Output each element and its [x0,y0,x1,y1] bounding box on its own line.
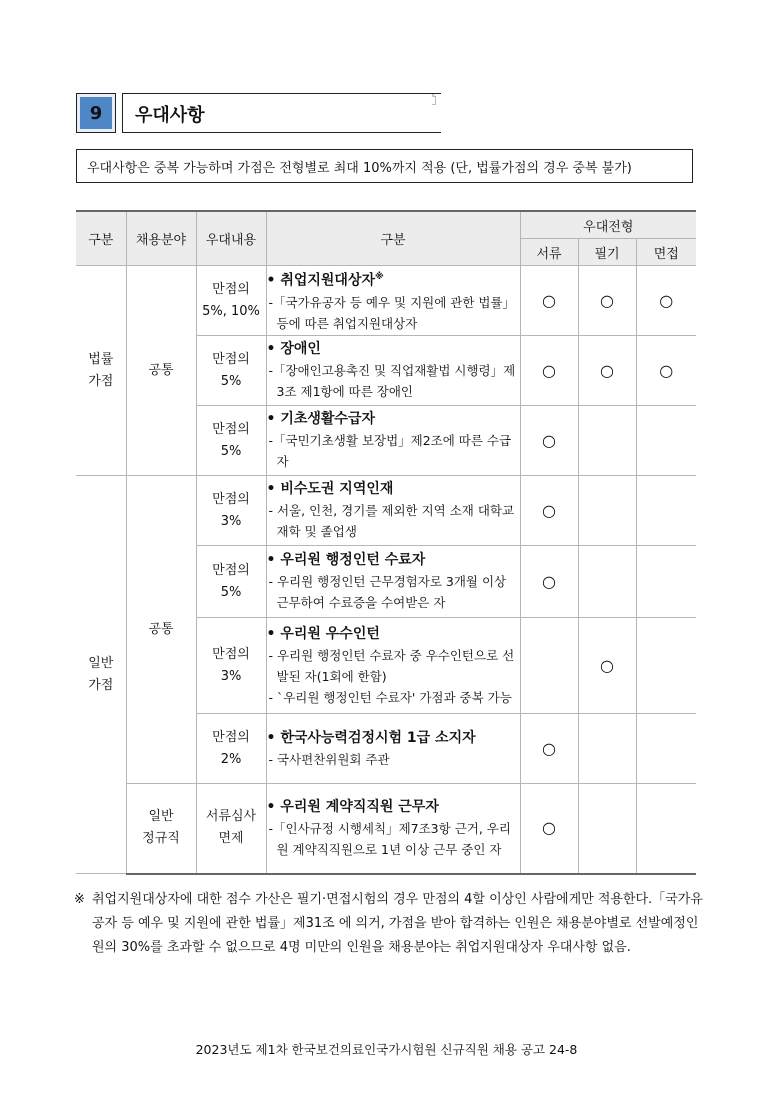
header-field: 채용분야 [126,211,196,266]
item-line: - `우리원 행정인턴 수료자' 가점과 중복 가능 [268,689,512,705]
stage-doc-cell: ○ [520,476,578,546]
item-line: - 우리원 행정인턴 근무경험자로 3개월 이상 근무하여 수료증을 수여받은 자 [268,574,507,610]
item-title [267,624,520,645]
content-cell: 만점의 3% [196,476,266,546]
item-title-text: 비수도권 지역인재 [280,481,394,497]
bullet-icon: • [266,341,281,357]
item-line: - 국사편찬위원회 주관 [268,751,390,767]
detail-cell [266,476,520,546]
item-line: -「장애인고용촉진 및 직업재활법 시행령」제3조 제1항에 따른 장애인 [268,363,516,399]
item-line: -「국민기초생활 보장법」제2조에 따른 수급자 [268,433,512,469]
item-title [267,409,520,430]
content-cell: 만점의 5% [196,546,266,618]
bullet-icon: • [266,798,281,815]
stage-interview-cell: ○ [636,266,696,336]
item-title [267,267,520,292]
item-title-text: 한국사능력검정시험 1급 소지자 [280,729,476,746]
detail-cell [266,784,520,874]
item-title-text: 우리원 우수인턴 [280,625,380,642]
group-label: 법률 가점 [76,266,126,476]
bullet-icon: • [266,625,281,642]
group-label: 일반 가점 [76,476,126,874]
item-line: - 서울, 인천, 경기를 제외한 지역 소재 대학교 재학 및 졸업생 [268,503,515,539]
stage-doc-cell: ○ [520,406,578,476]
stage-interview-cell [636,476,696,546]
header-content: 우대내용 [196,211,266,266]
stage-written-cell [578,476,636,546]
title-superscript: ※ [375,272,384,283]
page-footer: 2023년도 제1차 한국보건의료인국가시험원 신규직원 채용 공고 24-8 [195,1042,578,1057]
content-cell: 만점의 2% [196,714,266,784]
item-title [267,479,520,500]
stage-written-cell [578,784,636,874]
header-stage-written: 필기 [578,239,636,266]
detail-cell [266,406,520,476]
detail-cell [266,336,520,406]
bullet-icon: • [266,272,281,289]
notice-box: 우대사항은 중복 가능하며 가점은 전형별로 최대 10%까지 적용 (단, 법률가점의 경우 중복 불가) [76,149,693,183]
footnote-text: 취업지원대상자에 대한 점수 가산은 필기·면접시험의 경우 만점의 4할 이상인 사람에게만 적용한다.「국가유공자 등 예우 및 지원에 관한 법률」제31조 에 의거, 가점을 받아 합격하는 인원은 채용분야별로 선발예정인원의 30%를 초과할 수 없으므로 4명 미만의 인원을 채용분야는 취업지원대상자 우대사항 없음. [92,892,703,955]
folded-corner-icon [428,93,440,105]
detail-cell [266,266,520,336]
footnote [76,888,706,960]
item-title [267,728,520,749]
detail-cell [266,714,520,784]
stage-interview-cell [636,714,696,784]
item-line: -「인사규정 시행세칙」제7조3항 근거, 우리원 계약직직원으로 1년 이상 근무 중인 자 [268,820,511,857]
section-number: 9 [76,93,116,133]
detail-cell [266,618,520,714]
stage-written-cell: ○ [578,618,636,714]
section-title-box [122,93,441,133]
table-row [76,784,696,874]
item-title [267,550,520,571]
field-label: 공통 [126,476,196,784]
stage-interview-cell [636,546,696,618]
stage-doc-cell: ○ [520,714,578,784]
content-cell: 만점의 5% [196,336,266,406]
item-title-text: 우리원 행정인턴 수료자 [280,552,426,568]
field-label: 공통 [126,266,196,476]
content-cell: 만점의 3% [196,618,266,714]
item-line: - 우리원 행정인턴 수료자 중 우수인턴으로 선발된 자(1회에 한함) [268,647,515,684]
content-cell: 만점의 5%, 10% [196,266,266,336]
bullet-icon: • [266,481,281,497]
item-title-text: 장애인 [280,341,321,357]
bullet-icon: • [266,729,281,746]
stage-doc-cell: ○ [520,266,578,336]
content-cell: 서류심사 면제 [196,784,266,874]
stage-doc-cell [520,618,578,714]
stage-doc-cell: ○ [520,336,578,406]
item-title [267,797,520,818]
stage-interview-cell [636,784,696,874]
header-detail: 구분 [266,211,520,266]
section-title: 우대사항 [135,105,205,126]
stage-interview-cell [636,618,696,714]
item-title-text: 취업지원대상자 [280,272,375,289]
stage-written-cell: ○ [578,336,636,406]
table-row [76,266,696,336]
bullet-icon: • [266,552,281,568]
stage-written-cell [578,714,636,784]
item-title-text: 우리원 계약직직원 근무자 [280,798,439,815]
header-stage-interview: 면접 [636,239,696,266]
stage-doc-cell: ○ [520,784,578,874]
stage-interview-cell [636,406,696,476]
bullet-icon: • [266,411,281,427]
item-line: -「국가유공자 등 예우 및 지원에 관한 법률」등에 따른 취업지원대상자 [268,294,516,331]
header-stage-group: 우대전형 [520,211,696,239]
item-title [267,339,520,360]
item-title-text: 기초생활수급자 [280,411,375,427]
preference-table [76,210,696,875]
footnote-mark: ※ [74,892,85,907]
stage-interview-cell: ○ [636,336,696,406]
stage-written-cell [578,546,636,618]
header-category: 구분 [76,211,126,266]
stage-written-cell [578,406,636,476]
section-header [76,93,442,133]
stage-doc-cell: ○ [520,546,578,618]
detail-cell [266,546,520,618]
stage-written-cell: ○ [578,266,636,336]
header-stage-doc: 서류 [520,239,578,266]
content-cell: 만점의 5% [196,406,266,476]
table-row [76,476,696,546]
field-label: 일반 정규직 [126,784,196,874]
